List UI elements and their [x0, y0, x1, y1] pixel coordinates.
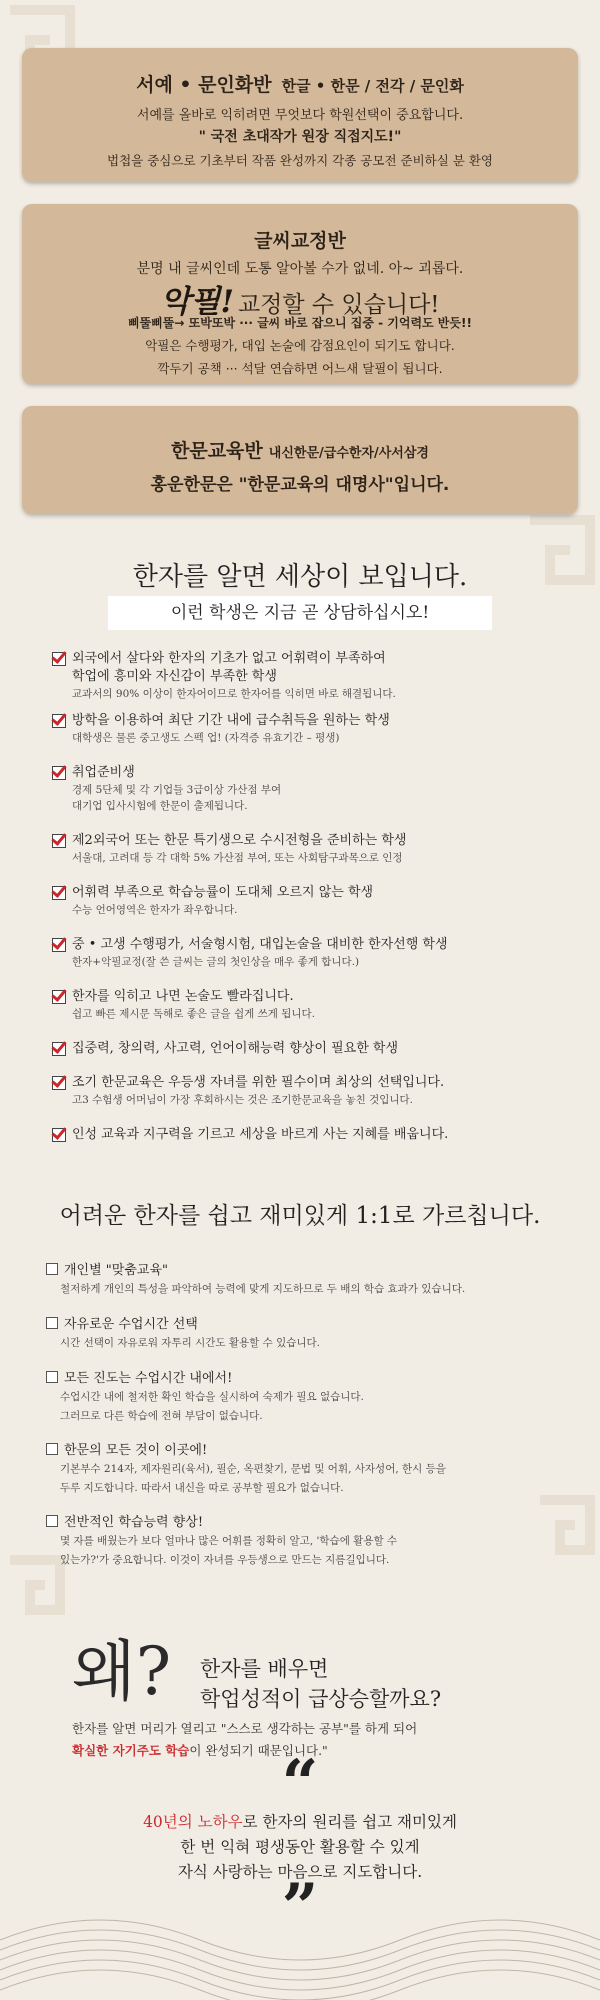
list-item	[46, 1262, 576, 1316]
item-desc: 수업시간 내에 철저한 확인 학습을 실시하여 숙제가 필요 없습니다.	[60, 1391, 364, 1403]
card-line: 법첩을 중심으로 기초부터 작품 완성까지 각종 공모전 준비하실 분 환영	[107, 153, 493, 168]
list-item	[52, 1074, 572, 1126]
card-line: 서예를 올바로 익히려면 무엇보다 학원선택이 중요합니다.	[136, 108, 464, 123]
card-line: 홍운한문은 "한문교육의 대명사"입니다.	[150, 475, 450, 495]
item-desc: 대학생은 물론 중고생도 스펙 업! (자격증 유효기간 – 평생)	[72, 732, 340, 744]
item-desc: 쉽고 빠른 제시문 독해로 좋은 글을 쉽게 쓰게 됩니다.	[72, 1008, 316, 1020]
square-icon	[46, 1515, 58, 1527]
card-line: 삐뚤삐뚤→ 또박또박 ··· 글씨 바로 잡으니 집중 - 기억력도 반듯!!	[128, 316, 472, 330]
checkbox-icon	[52, 834, 66, 848]
item-desc: 두루 지도합니다. 따라서 내신을 따로 공부할 필요가 없습니다.	[60, 1482, 344, 1494]
item-main: 외국에서 살다와 한자의 기초가 없고 어휘력이 부족하여	[72, 651, 386, 666]
section1-title: 한자를 알면 세상이 보입니다.	[132, 562, 468, 592]
item-desc: 고3 수험생 어머님이 가장 후회하시는 것은 조기한문교육을 놓친 것입니다.	[72, 1094, 414, 1106]
question-line: 학업성적이 급상승할까요?	[200, 1687, 442, 1711]
checkbox-icon	[52, 938, 66, 952]
card-subtitle: 한글 • 한문 / 전각 / 문인화	[281, 77, 464, 95]
card-title: 서예 • 문인화반 한글 • 한문 / 전각 / 문인화	[136, 74, 464, 96]
item-main: 한문의 모든 것이 이곳에!	[46, 1442, 576, 1460]
item-desc: 서울대, 고려대 등 각 대학 5% 가산점 부여, 또는 사회탐구과목으로 인정	[72, 852, 403, 864]
list-item	[52, 832, 572, 884]
final-line: 40년의 노하우로 한자의 원리를 쉽고 재미있게	[143, 1813, 457, 1831]
para-line: 한자를 알면 머리가 열리고 "스스로 생각하는 공부"를 하게 되어	[72, 1721, 418, 1736]
list-item	[46, 1316, 576, 1370]
para-line: 확실한 자기주도 학습이 완성되기 때문입니다."	[72, 1743, 328, 1758]
list-item	[52, 884, 572, 936]
list-item	[46, 1514, 576, 1586]
final-line: 자식 사랑하는 마음으로 지도합니다.	[177, 1863, 423, 1881]
chinese-class-card	[22, 406, 578, 514]
card-highlight: " 국전 초대작가 원장 직접지도!"	[198, 129, 402, 145]
item-desc: 철저하게 개인의 특성을 파악하여 능력에 맞게 지도하므로 두 배의 학습 효과가 있습니다.	[60, 1283, 466, 1295]
handwriting-class-card	[22, 204, 578, 384]
list-item	[52, 712, 572, 764]
section2-title: 어려운 한자를 쉽고 재미있게 1:1로 가르칩니다.	[59, 1203, 541, 1229]
item-main: 어휘력 부족으로 학습능률이 도대체 오르지 않는 학생	[72, 885, 374, 900]
square-icon	[46, 1263, 58, 1275]
list-item	[46, 1370, 576, 1442]
item-desc: 있는가?'가 중요합니다. 이것이 자녀를 우등생으로 만드는 지름길입니다.	[60, 1554, 390, 1566]
item-main: 전반적인 학습능력 향상!	[46, 1514, 576, 1532]
card-subtitle: 내신한문/급수한자/사서삼경	[268, 446, 429, 461]
card-line: 악필은 수행평가, 대입 논술에 감점요인이 되기도 합니다.	[145, 338, 455, 353]
list-item	[52, 764, 572, 832]
list-item	[52, 1040, 572, 1074]
item-desc: 수능 언어영역은 한자가 좌우합니다.	[72, 904, 238, 916]
para-highlight: 확실한 자기주도 학습	[72, 1743, 190, 1758]
item-desc: 그러므로 다른 학습에 전혀 부담이 없습니다.	[60, 1410, 263, 1422]
item-desc: 몇 자를 배웠는가 보다 얼마나 많은 어휘를 정확히 알고, '학습에 활용할 수	[60, 1535, 398, 1547]
square-icon	[46, 1317, 58, 1329]
item-main: 모든 진도는 수업시간 내에서!	[46, 1370, 576, 1388]
item-desc: 시간 선택이 자유로워 자투리 시간도 활용할 수 있습니다.	[60, 1337, 320, 1349]
item-desc: 경제 5단체 및 각 기업들 3급이상 가산점 부여	[72, 784, 282, 796]
item-desc: 대기업 입사시험에 한문이 출제됩니다.	[72, 800, 248, 812]
card-line: 깍두기 공책 ··· 석달 연습하면 어느새 달필이 됩니다.	[157, 361, 443, 376]
open-quote-icon: “	[281, 1746, 319, 1821]
checkbox-icon	[52, 766, 66, 780]
checkbox-icon	[52, 652, 66, 666]
item-main: 집중력, 창의력, 사고력, 언어이해능력 향상이 필요한 학생	[72, 1041, 399, 1056]
checkbox-icon	[52, 1076, 66, 1090]
square-icon	[46, 1371, 58, 1383]
calligraphy-class-card	[22, 48, 578, 182]
target-student-list	[52, 650, 572, 1156]
square-icon	[46, 1443, 58, 1455]
checkbox-icon	[52, 714, 66, 728]
item-main: 제2외국어 또는 한문 특기생으로 수시전형을 준비하는 학생	[72, 833, 407, 848]
item-desc: 기본부수 214자, 제자원리(육서), 필순, 옥편찾기, 문법 및 어휘, 사자성어, 한시 등을	[60, 1463, 446, 1475]
card-title: 한문교육반 내신한문/급수한자/사서삼경	[171, 440, 429, 462]
list-item	[52, 988, 572, 1040]
final-line: 한 번 익혀 평생동안 활용할 수 있게	[180, 1838, 420, 1856]
section1-banner: 이런 학생은 지금 곧 상담하십시오!	[108, 596, 492, 630]
item-main: 방학을 이용하여 최단 기간 내에 급수취득을 원하는 학생	[72, 713, 390, 728]
list-item	[52, 936, 572, 988]
list-item	[52, 650, 572, 712]
checkbox-icon	[52, 1042, 66, 1056]
item-desc: 한자+악필교정(잘 쓴 글씨는 글의 첫인상을 매우 좋게 합니다.)	[72, 956, 360, 968]
question-line: 한자를 배우면	[200, 1657, 329, 1681]
wave-decoration	[0, 1880, 600, 2000]
list-item	[52, 1126, 572, 1156]
card-line: 분명 내 글씨인데 도통 알아볼 수가 없네. 아~ 괴롭다.	[136, 261, 464, 277]
big-word: 악필!	[160, 284, 234, 320]
big-rest: 교정할 수 있습니다!	[237, 292, 440, 318]
list-item	[46, 1442, 576, 1514]
checkbox-icon	[52, 990, 66, 1004]
teaching-method-list	[46, 1262, 576, 1586]
final-highlight: 40년의 노하우	[143, 1813, 243, 1831]
item-main: 한자를 익히고 나면 논술도 빨라집니다.	[72, 989, 294, 1004]
item-main: 개인별 "맞춤교육"	[46, 1262, 576, 1280]
item-main: 중 • 고생 수행평가, 서술형시험, 대입논술을 대비한 한자선행 학생	[72, 937, 448, 952]
item-main: 취업준비생	[72, 765, 135, 780]
item-desc: 교과서의 90% 이상이 한자어이므로 한자어를 익히면 바로 해결됩니다.	[72, 688, 396, 700]
item-main: 인성 교육과 지구력을 기르고 세상을 바르게 사는 지혜를 배웁니다.	[72, 1127, 449, 1142]
item-main: 학업에 흥미와 자신감이 부족한 학생	[72, 669, 277, 684]
card-title: 글씨교정반	[254, 230, 346, 252]
close-quote-icon: ”	[281, 1870, 319, 1945]
item-main: 자유로운 수업시간 선택	[46, 1316, 576, 1334]
checkbox-icon	[52, 1128, 66, 1142]
checkbox-icon	[52, 886, 66, 900]
item-main: 조기 한문교육은 우등생 자녀를 위한 필수이며 최상의 선택입니다.	[72, 1075, 445, 1090]
why-question	[200, 1654, 441, 1714]
why-heading: 왜?	[72, 1633, 172, 1710]
